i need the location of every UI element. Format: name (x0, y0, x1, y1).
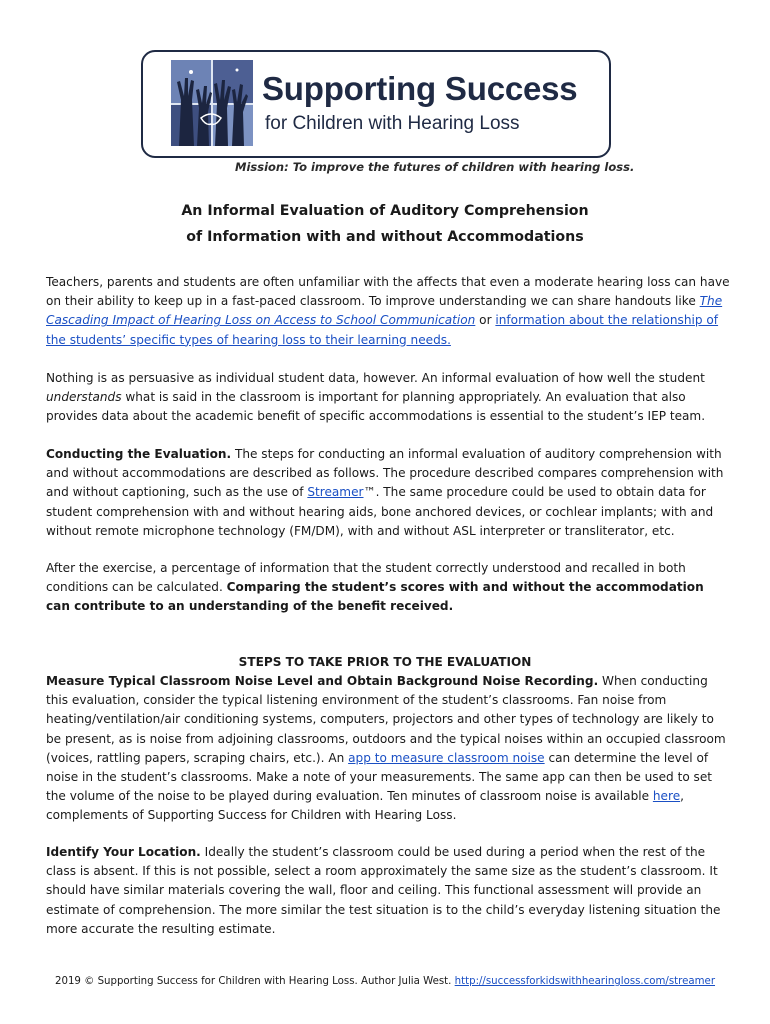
intro-paragraph (46, 273, 730, 350)
measure-text-3: , complements of Supporting Success for Children with Hearing Loss. (46, 789, 685, 823)
footer-streamer-url-link[interactable]: http://successforkidswithhearingloss.com/streamer (454, 976, 716, 987)
mission-statement: Mission: To improve the futures of children with hearing loss. (235, 160, 635, 174)
steps-heading: STEPS TO TAKE PRIOR TO THE EVALUATION (238, 655, 532, 669)
title-line-2: of Information with and without Accommodations (186, 229, 584, 245)
measure-heading: Measure Typical Classroom Noise Level and Obtain Background Noise Recording. (46, 674, 599, 688)
persuasive-paragraph (46, 369, 730, 427)
logo-subtitle: for Children with Hearing Loss (265, 113, 520, 134)
understands-emphasis: understands (46, 390, 122, 405)
measure-text-2: can determine the level of noise in the student’s classrooms. Make a note of your measurements. The same app can then be used to set the volume of the noise to be played during evaluation. Ten minutes of classroom noise is available (46, 750, 713, 804)
noise-app-link[interactable]: app to measure classroom noise (348, 750, 545, 765)
conducting-text-2: ™. The same procedure could be used to obtain data for student comprehension with and without hearing aids, bone anchored devices, or cochlear implants; with and without remote microphone technology (FM/DM), with and without ASL interpreter or transliterator, etc. (46, 485, 714, 538)
hearing-loss-types-link[interactable]: information about the relationship of the students’ specific types of hearing loss to their learning needs. (46, 313, 719, 347)
logo-banner (141, 50, 611, 158)
measure-text-1: When conducting this evaluation, consider the typical listening environment of the student’s classrooms. Fan noise from heating/ventilation/air conditioning systems, computers, projectors and other types of technology are likely to be present, as is noise from adjoining classrooms, outdoors and the typical noises within an occupied classroom (voices, rattling papers, scraping chairs, etc.). An (46, 674, 726, 765)
location-text: Ideally the student’s classroom could be used during a period when the rest of the class is absent. If this is not possible, select a room approximately the same size as the student’s classroom. It should have similar materials covering the wall, floor and ceiling. This functional assessment will provide an estimate of comprehension. The more similar the test situation is to the child’s everyday listening situation the more accurate the resulting estimate. (46, 845, 721, 936)
streamer-link[interactable]: Streamer (307, 485, 364, 500)
title-line-1: An Informal Evaluation of Auditory Comprehension (181, 203, 589, 219)
page-footer (0, 974, 770, 990)
location-heading: Identify Your Location. (46, 845, 201, 859)
after-text: After the exercise, a percentage of information that the student correctly understood and recalled in both conditions can be calculated. (46, 561, 686, 595)
persuasive-text-2: what is said in the classroom is important for planning appropriately. An evaluation that also provides data about the academic benefit of specific accommodations is essential to the student’s IEP team. (46, 390, 706, 424)
raised-hands-logo-icon (171, 60, 253, 146)
logo-title: Supporting Success (262, 70, 578, 107)
conducting-paragraph (46, 445, 730, 541)
intro-text: Teachers, parents and students are often unfamiliar with the affects that even a moderate hearing loss can have on their ability to keep up in a fast-paced classroom. To improve understanding we can share handouts like (46, 275, 730, 309)
after-paragraph (46, 559, 730, 617)
noise-recording-link[interactable]: here (652, 789, 681, 804)
conducting-heading: Conducting the Evaluation. (46, 447, 232, 461)
conducting-text-1: The steps for conducting an informal evaluation of auditory comprehension with and without accommodations are described as follows. The procedure described compares comprehension with and without captioning, such as the use of (46, 447, 724, 500)
persuasive-text-1: Nothing is as persuasive as individual student data, however. An informal evaluation of how well the student (46, 371, 705, 385)
cascading-impact-link[interactable]: The Cascading Impact of Hearing Loss on Access to School Communication (46, 294, 723, 328)
intro-or-text: or (475, 313, 496, 328)
footer-text: 2019 © Supporting Success for Children with Hearing Loss. Author Julia West. (54, 976, 455, 987)
page-title (45, 198, 725, 250)
measure-paragraph (46, 672, 730, 826)
location-paragraph (46, 843, 730, 939)
after-bold-text: Comparing the student’s scores with and without the accommodation can contribute to an understanding of the benefit received. (46, 580, 704, 614)
